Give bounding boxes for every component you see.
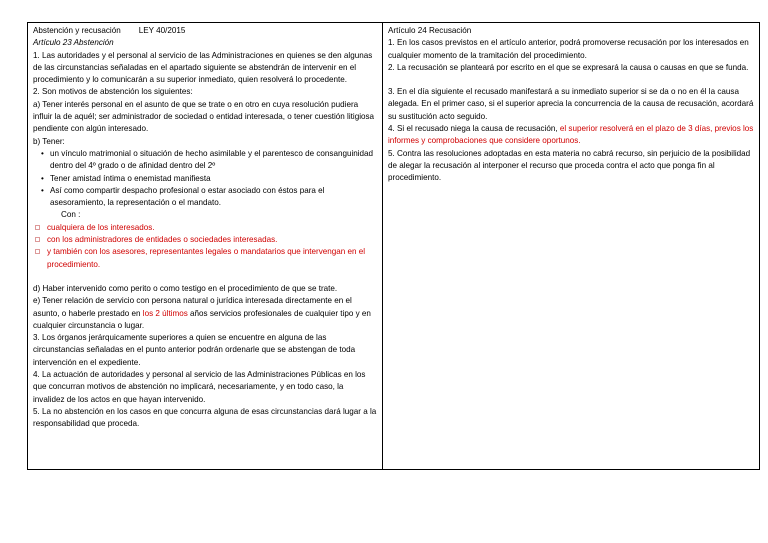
- document-table: [27, 22, 760, 470]
- paragraph-2: 2. Son motivos de abstención los siguientes:: [33, 87, 193, 97]
- paragraph-4: [388, 123, 754, 148]
- paragraph-1: 1. Las autoridades y el personal al servicio de las Administraciones en quienes se den algunas de las circunstancias señaladas en el apartado siguiente se abstendrán de intervenir en el procedimiento y lo comunicarán a su superior inmediato, quien resolverá lo procedente.: [33, 50, 373, 85]
- checkbox-icon: [35, 237, 40, 242]
- paragraph-3: 3. Los órganos jerárquicamente superiores a quien se encuentre en alguna de las circunstancias señaladas en el punto anterior podrán ordenarle que se abstengan de toda intervención en el expediente.: [33, 333, 356, 367]
- paragraph-1: 1. En los casos previstos en el artículo anterior, podrá promoverse recusación por los interesados en cualquier momento de la tramitación del procedimiento.: [388, 38, 749, 60]
- paragraph-e-end: años servicios profesionales de cualquier tipo y en cualquier circunstancia o lugar.: [33, 308, 371, 330]
- paragraph-d: d) Haber intervenido como perito o como testigo en el procedimiento de que se trate.: [33, 283, 338, 293]
- abstencion-column: [28, 23, 383, 469]
- con-label: Con :: [61, 210, 81, 220]
- bullet-item: • Así como compartir despacho profesional o estar asociado con éstos para el asesoramiento, la representación o el mandato.: [33, 185, 377, 210]
- paragraph-5: 5. La no abstención en los casos en que concurra alguna de esas circunstancias dará lugar a la responsabilidad que proceda.: [33, 406, 377, 429]
- paragraph-e: [33, 295, 377, 332]
- article-24-title: Artículo 24 Recusación: [388, 26, 472, 35]
- red-list-item: [33, 246, 377, 271]
- checkbox-icon: [35, 249, 40, 254]
- paragraph-2: 2. La recusación se planteará por escrito en el que se expresará la causa o causas en que se funda.: [388, 62, 749, 72]
- paragraph-3: 3. En el día siguiente el recusado manifestará a su inmediato superior si se da o no en él la causa alegada. En el primer caso, si el superior aprecia la concurrencia de la causa de recusación, acordará su sustitución acto seguido.: [388, 87, 754, 121]
- paragraph-4: 4. La actuación de autoridades y personal al servicio de las Administraciones Públicas en los que concurran motivos de abstención no implicará, necesariamente, y en todo caso, la invalidez de los actos en que hayan intervenido.: [33, 370, 366, 404]
- red-list-item: [33, 234, 377, 246]
- red-list-text: con los administradores de entidades o sociedades interesadas.: [47, 235, 278, 245]
- paragraph-4-start: 4. Si el recusado niega la causa de recusación,: [388, 124, 560, 134]
- red-list-text: y también con los asesores, representantes legales o mandatarios que intervengan en el procedimiento.: [47, 247, 366, 269]
- red-list-text: cualquiera de los interesados.: [47, 222, 155, 232]
- highlight-deadline: el superior resolverá en el plazo de 3 días, previos los informes y comprobaciones que considere oportunos.: [388, 124, 754, 146]
- highlight-years: los 2 últimos: [142, 308, 188, 318]
- bullet-item: • un vínculo matrimonial o situación de hecho asimilable y el parentesco de consanguinidad dentro del 4º grado o de afinidad dentro del 2º: [33, 148, 377, 173]
- paragraph-b: b) Tener:: [33, 136, 65, 146]
- paragraph-a: a) Tener interés personal en el asunto de que se trate o en otro en cuya resolución pudiera influir la de aquél; ser administrador de sociedad o entidad interesada, o tener cuestión litigiosa pendiente con algún interesado.: [33, 99, 375, 134]
- bullet-item: • Tener amistad íntima o enemistad manifiesta: [33, 173, 377, 185]
- paragraph-e-start: e) Tener relación de servicio con persona natural o jurídica interesada directamente en el asunto, o haberle prestado en: [33, 296, 352, 318]
- recusacion-column: [383, 23, 759, 469]
- title-row: [33, 25, 377, 37]
- law-reference: LEY 40/2015: [138, 26, 186, 35]
- section-heading: Abstención y recusación: [33, 26, 121, 35]
- article-23-title: Artículo 23 Abstención: [33, 38, 114, 48]
- paragraph-5: 5. Contra las resoluciones adoptadas en esta materia no cabrá recurso, sin perjuicio de la posibilidad de alegar la recusación al interponer el recurso que proceda contra el acto que ponga fin al procedimiento.: [388, 148, 751, 183]
- red-list-item: [33, 222, 377, 234]
- checkbox-icon: [35, 225, 40, 230]
